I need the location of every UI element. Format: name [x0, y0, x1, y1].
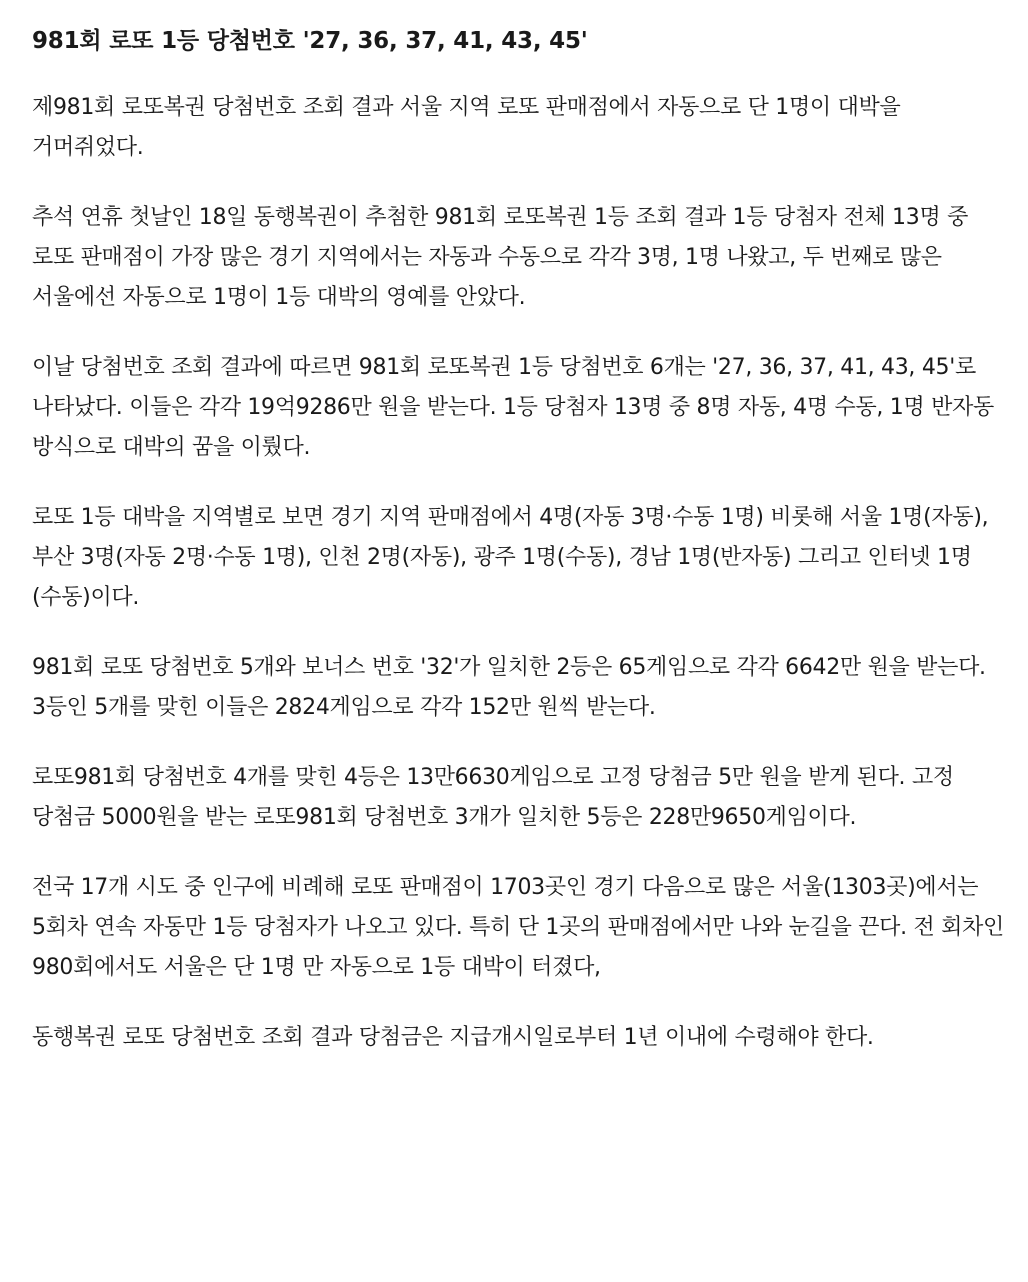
paragraph-1: 제981회 로또복권 당첨번호 조회 결과 서울 지역 로또 판매점에서 자동으로 단 1명이 대박을 거머쥐었다.: [32, 95, 901, 160]
paragraph-5: 981회 로또 당첨번호 5개와 보너스 번호 '32'가 일치한 2등은 65게임으로 각각 6642만 원을 받는다. 3등인 5개를 맞힌 이들은 2824게임으로 각각 152만 원씩 받는다.: [32, 655, 986, 720]
paragraph-6: 로또981회 당첨번호 4개를 맞힌 4등은 13만6630게임으로 고정 당첨금 5만 원을 받게 된다. 고정 당첨금 5000원을 받는 로또981회 당첨번호 3개가 일치한 5등은 228만9650게임이다.: [32, 765, 954, 830]
article: [32, 24, 1004, 1058]
paragraph-4: 로또 1등 대박을 지역별로 보면 경기 지역 판매점에서 4명(자동 3명·수동 1명) 비롯해 서울 1명(자동), 부산 3명(자동 2명·수동 1명), 인천 2명(자동), 광주 1명(수동), 경남 1명(반자동) 그리고 인터넷 1명(수동)이다.: [32, 505, 989, 610]
paragraph-7: 전국 17개 시도 중 인구에 비례해 로또 판매점이 1703곳인 경기 다음으로 많은 서울(1303곳)에서는 5회차 연속 자동만 1등 당첨자가 나오고 있다. 특히 단 1곳의 판매점에서만 나와 눈길을 끈다. 전 회차인 980회에서도 서울은 단 1명 만 자동으로 1등 대박이 터졌다,: [32, 875, 1005, 980]
article-title: 981회 로또 1등 당첨번호 '27, 36, 37, 41, 43, 45': [32, 28, 588, 54]
paragraph-3: 이날 당첨번호 조회 결과에 따르면 981회 로또복권 1등 당첨번호 6개는 '27, 36, 37, 41, 43, 45'로 나타났다. 이들은 각각 19억9286만 원을 받는다. 1등 당첨자 13명 중 8명 자동, 4명 수동, 1명 반자동 방식으로 대박의 꿈을 이뤘다.: [32, 355, 995, 460]
paragraph-8: 동행복권 로또 당첨번호 조회 결과 당첨금은 지급개시일로부터 1년 이내에 수령해야 한다.: [32, 1025, 874, 1050]
paragraph-2: 추석 연휴 첫날인 18일 동행복권이 추첨한 981회 로또복권 1등 조회 결과 1등 당첨자 전체 13명 중 로또 판매점이 가장 많은 경기 지역에서는 자동과 수동으로 각각 3명, 1명 나왔고, 두 번째로 많은 서울에선 자동으로 1명이 1등 대박의 영예를 안았다.: [32, 205, 969, 310]
